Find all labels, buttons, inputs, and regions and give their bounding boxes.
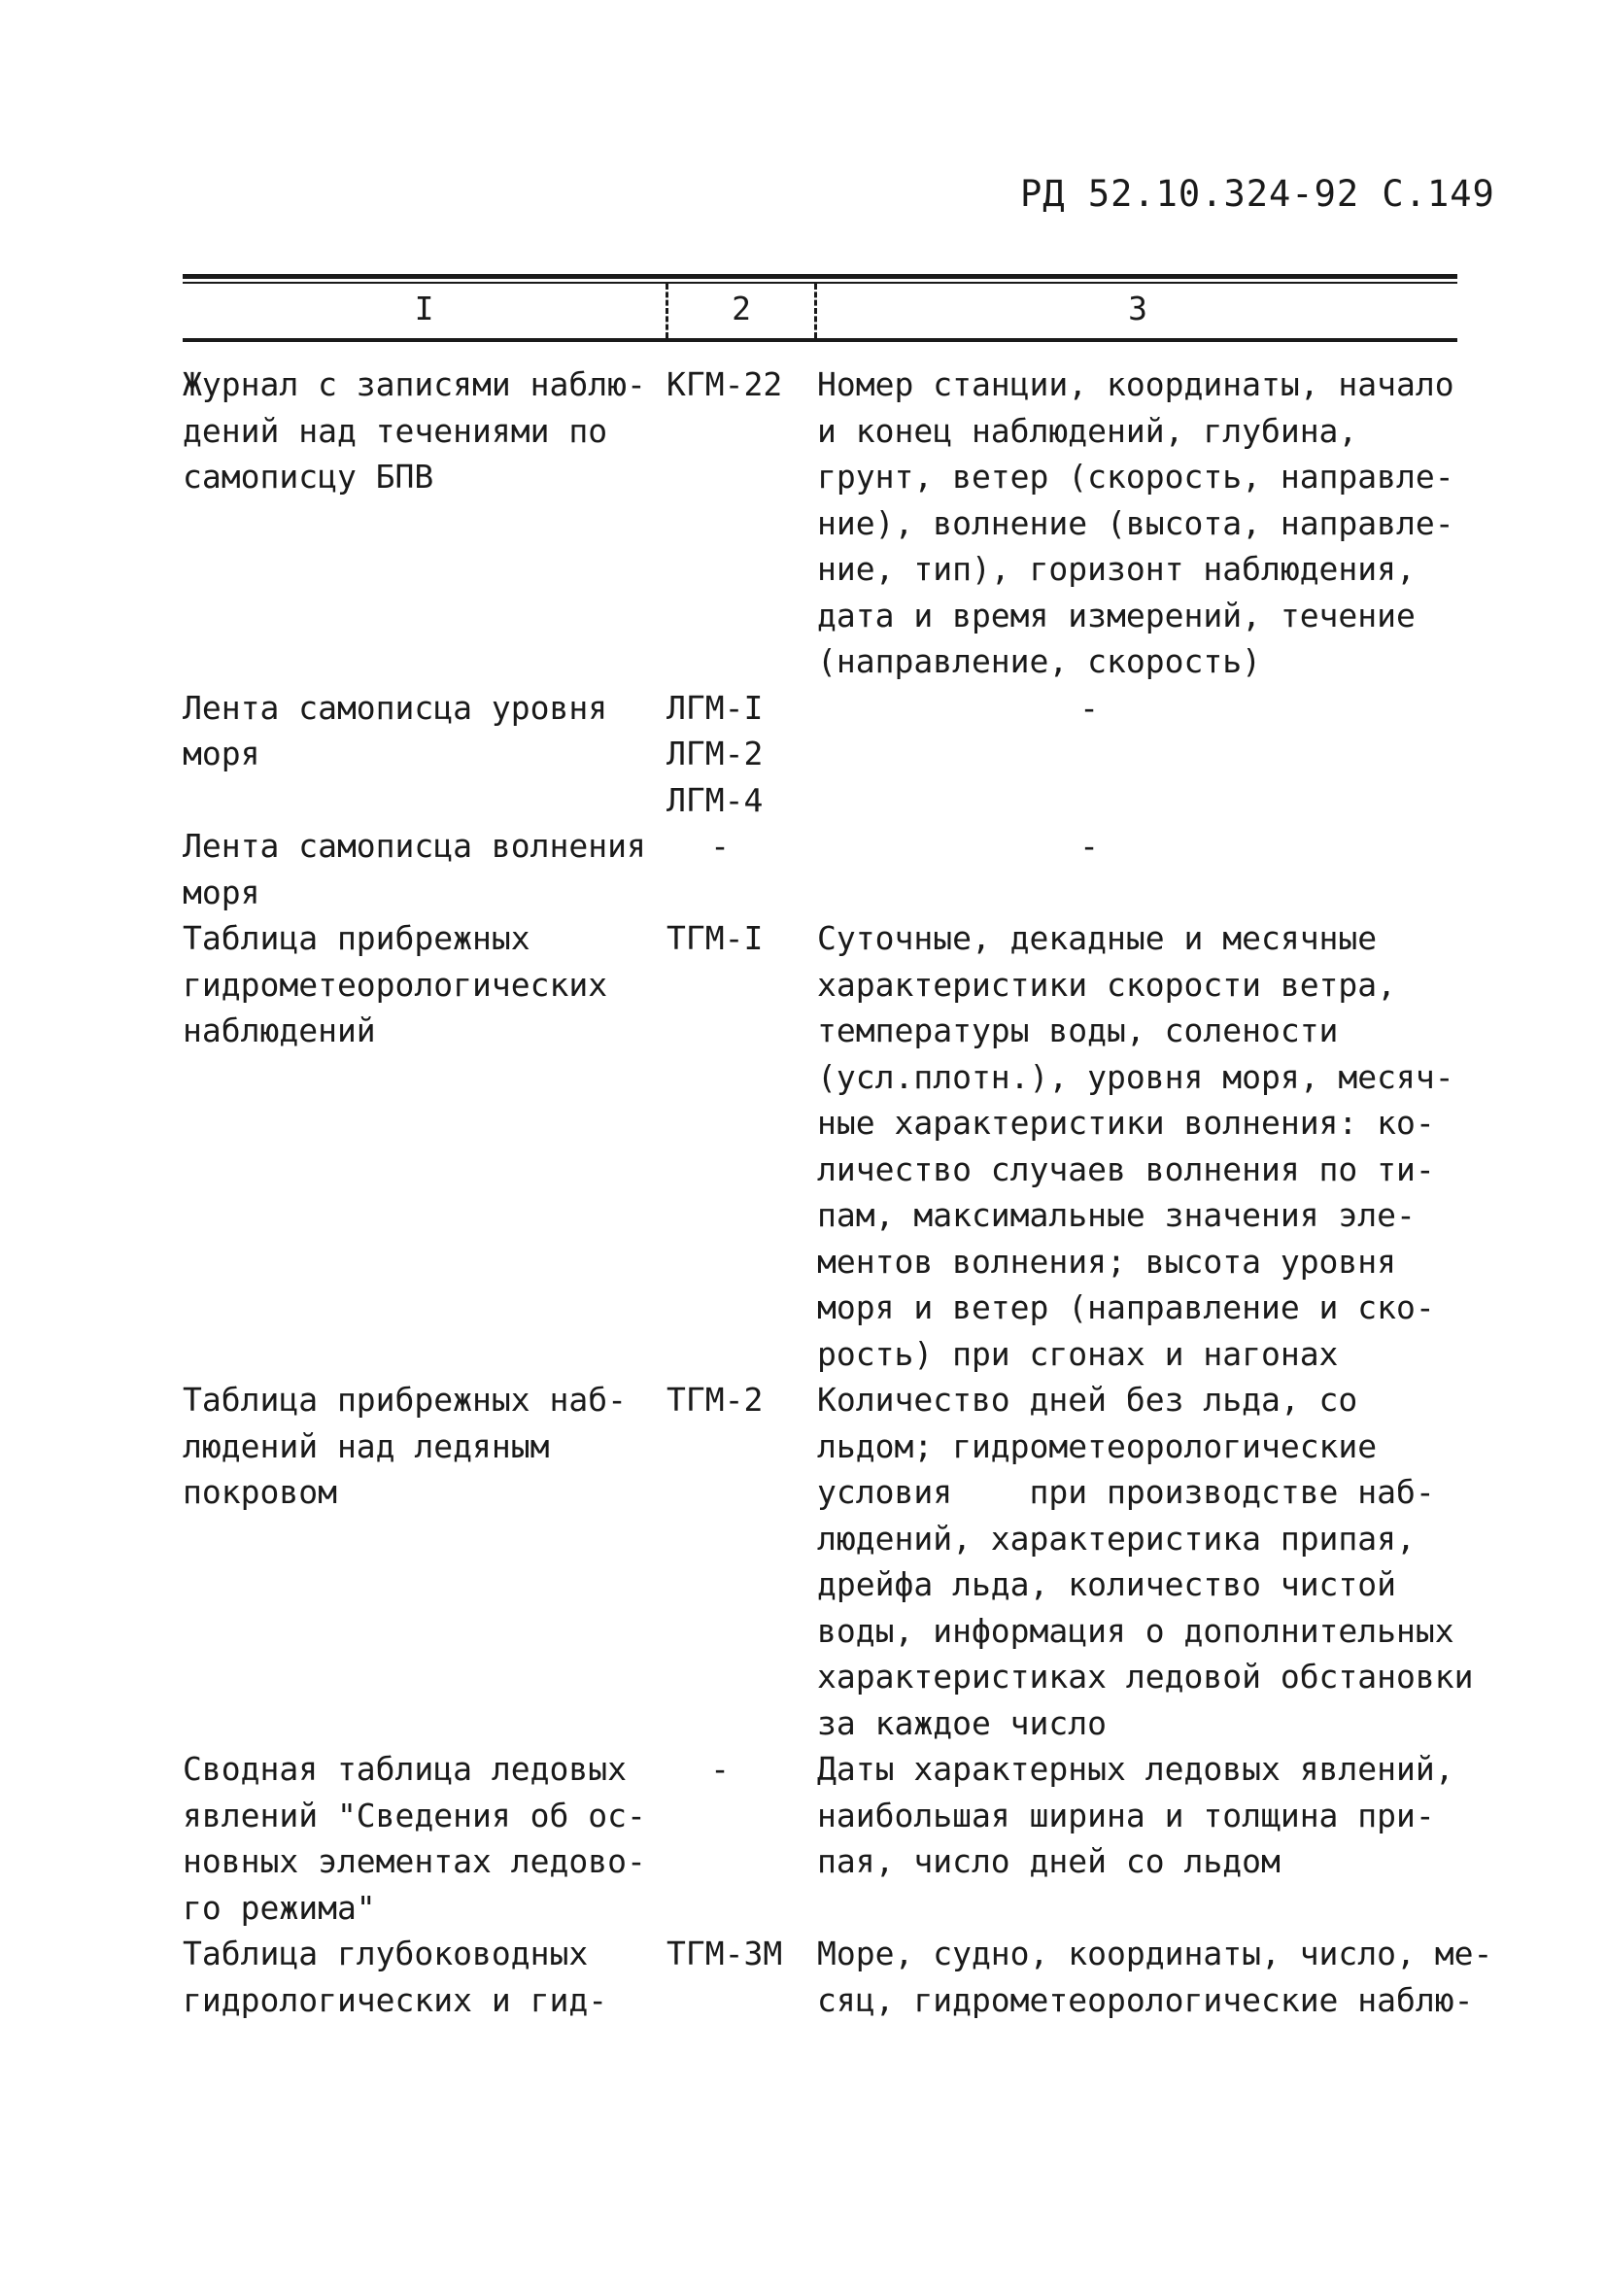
cell-document-name-line: Лента самописца волнения bbox=[183, 827, 646, 865]
cell-document-name-line: Таблица прибрежных bbox=[183, 919, 530, 957]
cell-form-code-line: ТГМ-2 bbox=[666, 1381, 764, 1419]
cell-content-description-line: условия при производстве наб- bbox=[817, 1473, 1435, 1511]
column-header-2: 2 bbox=[732, 290, 751, 327]
cell-content-description bbox=[817, 361, 1521, 685]
table-header-bottom-rule bbox=[183, 338, 1457, 342]
cell-content-description-line: характеристики скорости ветра, bbox=[817, 965, 1397, 1004]
cell-content-description bbox=[817, 1377, 1521, 1746]
table-row bbox=[183, 1746, 1523, 1931]
cell-document-name bbox=[183, 361, 666, 685]
cell-document-name bbox=[183, 1377, 666, 1746]
cell-content-description-line: за каждое число bbox=[817, 1703, 1108, 1742]
cell-content-description-line: - bbox=[1079, 827, 1099, 865]
cell-document-name bbox=[183, 685, 666, 824]
cell-document-name-line: гидрологических и гид- bbox=[183, 1980, 608, 2019]
cell-content-description-line: Море, судно, координаты, число, ме- bbox=[817, 1935, 1493, 1972]
table-top-rule-thin bbox=[183, 282, 1457, 284]
cell-form-code bbox=[666, 1377, 817, 1746]
cell-content-description-line: дата и время измерений, течение bbox=[817, 596, 1416, 634]
cell-content-description-line: Даты характерных ледовых явлений, bbox=[817, 1750, 1454, 1788]
cell-content-description-line: характеристиках ледовой обстановки bbox=[817, 1658, 1474, 1696]
cell-document-name-line: дений над течениями по bbox=[183, 411, 608, 450]
cell-form-code bbox=[666, 915, 817, 1377]
cell-content-description-line: пам, максимальные значения эле- bbox=[817, 1196, 1416, 1234]
cell-document-name-line: покровом bbox=[183, 1473, 337, 1511]
cell-content-description-line: грунт, ветер (скорость, направле- bbox=[817, 458, 1454, 496]
cell-document-name-line: Лента самописца уровня bbox=[183, 688, 608, 727]
cell-content-description-line: и конец наблюдений, глубина, bbox=[817, 411, 1358, 450]
cell-document-name bbox=[183, 915, 666, 1377]
table-top-rule bbox=[183, 274, 1457, 279]
cell-document-name-line: го режима" bbox=[183, 1888, 376, 1927]
cell-content-description-line: пая, число дней со льдом bbox=[817, 1842, 1281, 1880]
cell-document-name-line: явлений "Сведения об ос- bbox=[183, 1796, 646, 1834]
cell-form-code-line: ЛГМ-2 bbox=[666, 735, 764, 772]
cell-content-description bbox=[817, 1746, 1521, 1931]
cell-form-code bbox=[666, 823, 773, 915]
cell-content-description-line: ные характеристики волнения: ко- bbox=[817, 1104, 1435, 1142]
cell-document-name-line: моря bbox=[183, 873, 260, 911]
table-row bbox=[183, 823, 1523, 915]
table-row bbox=[183, 915, 1523, 1377]
cell-content-description bbox=[817, 685, 1361, 824]
cell-document-name-line: наблюдений bbox=[183, 1011, 376, 1049]
cell-content-description-line: (направление, скорость) bbox=[817, 642, 1261, 680]
table-row bbox=[183, 685, 1523, 824]
cell-content-description-line: (усл.плотн.), уровня моря, месяч- bbox=[817, 1057, 1454, 1096]
cell-document-name bbox=[183, 1931, 666, 2023]
cell-document-name bbox=[183, 823, 666, 915]
table-row bbox=[183, 361, 1523, 685]
cell-content-description-line: воды, информация о дополнительных bbox=[817, 1611, 1454, 1650]
cell-form-code-line: КГМ-22 bbox=[666, 365, 783, 403]
cell-form-code-line: - bbox=[710, 827, 730, 865]
cell-content-description-line: Суточные, декадные и месячные bbox=[817, 919, 1378, 957]
cell-content-description bbox=[817, 915, 1521, 1377]
cell-document-name-line: Журнал с записями наблю- bbox=[183, 365, 646, 403]
cell-content-description-line: личество случаев волнения по ти- bbox=[817, 1149, 1435, 1188]
cell-content-description-line: Номер станции, координаты, начало bbox=[817, 365, 1454, 403]
cell-document-name-line: новных элементах ледово- bbox=[183, 1842, 646, 1880]
cell-content-description-line: ние), волнение (высота, направле- bbox=[817, 503, 1454, 542]
cell-form-code-line: ТГМ-I bbox=[666, 919, 764, 957]
column-header-3: 3 bbox=[1128, 290, 1147, 327]
cell-form-code-line: - bbox=[710, 1750, 730, 1788]
cell-content-description-line: сяц, гидрометеорологические наблю- bbox=[817, 1980, 1474, 2019]
cell-form-code-line: ЛГМ-4 bbox=[666, 780, 764, 819]
table-row bbox=[183, 1931, 1523, 2023]
cell-content-description-line: рость) при сгонах и нагонах bbox=[817, 1334, 1339, 1373]
cell-content-description-line: температуры воды, солености bbox=[817, 1011, 1339, 1049]
cell-content-description-line: ние, тип), горизонт наблюдения, bbox=[817, 550, 1416, 588]
cell-document-name-line: гидрометеорологических bbox=[183, 965, 608, 1004]
cell-content-description-line: Количество дней без льда, со bbox=[817, 1381, 1358, 1419]
table-body bbox=[183, 361, 1523, 2023]
cell-content-description-line: льдом; гидрометеорологические bbox=[817, 1426, 1378, 1465]
cell-form-code bbox=[666, 1746, 773, 1931]
cell-form-code-line: ЛГМ-I bbox=[666, 688, 764, 727]
cell-content-description-line: наибольшая ширина и толщина при- bbox=[817, 1796, 1435, 1834]
cell-form-code-line: ТГМ-3М bbox=[666, 1935, 783, 1972]
cell-content-description bbox=[817, 1931, 1521, 2023]
column-header-1: I bbox=[414, 290, 434, 327]
cell-content-description-line: людений, характеристика припая, bbox=[817, 1519, 1416, 1558]
cell-form-code bbox=[666, 685, 817, 824]
cell-document-name bbox=[183, 1746, 666, 1931]
table-row bbox=[183, 1377, 1523, 1746]
cell-content-description-line: моря и ветер (направление и ско- bbox=[817, 1288, 1435, 1326]
cell-document-name-line: моря bbox=[183, 735, 260, 772]
cell-content-description bbox=[817, 823, 1361, 915]
page-header: РД 52.10.324-92 С.149 bbox=[1020, 173, 1495, 215]
cell-form-code bbox=[666, 1931, 817, 2023]
cell-document-name-line: самописцу БПВ bbox=[183, 458, 434, 496]
cell-document-name-line: Таблица прибрежных наб- bbox=[183, 1381, 627, 1419]
cell-document-name-line: Таблица глубоководных bbox=[183, 1935, 589, 1972]
cell-content-description-line: дрейфа льда, количество чистой bbox=[817, 1565, 1397, 1603]
cell-content-description-line: - bbox=[1079, 688, 1099, 727]
cell-content-description-line: ментов волнения; высота уровня bbox=[817, 1242, 1397, 1281]
cell-form-code bbox=[666, 361, 817, 685]
cell-document-name-line: людений над ледяным bbox=[183, 1426, 550, 1465]
cell-document-name-line: Сводная таблица ледовых bbox=[183, 1750, 627, 1788]
